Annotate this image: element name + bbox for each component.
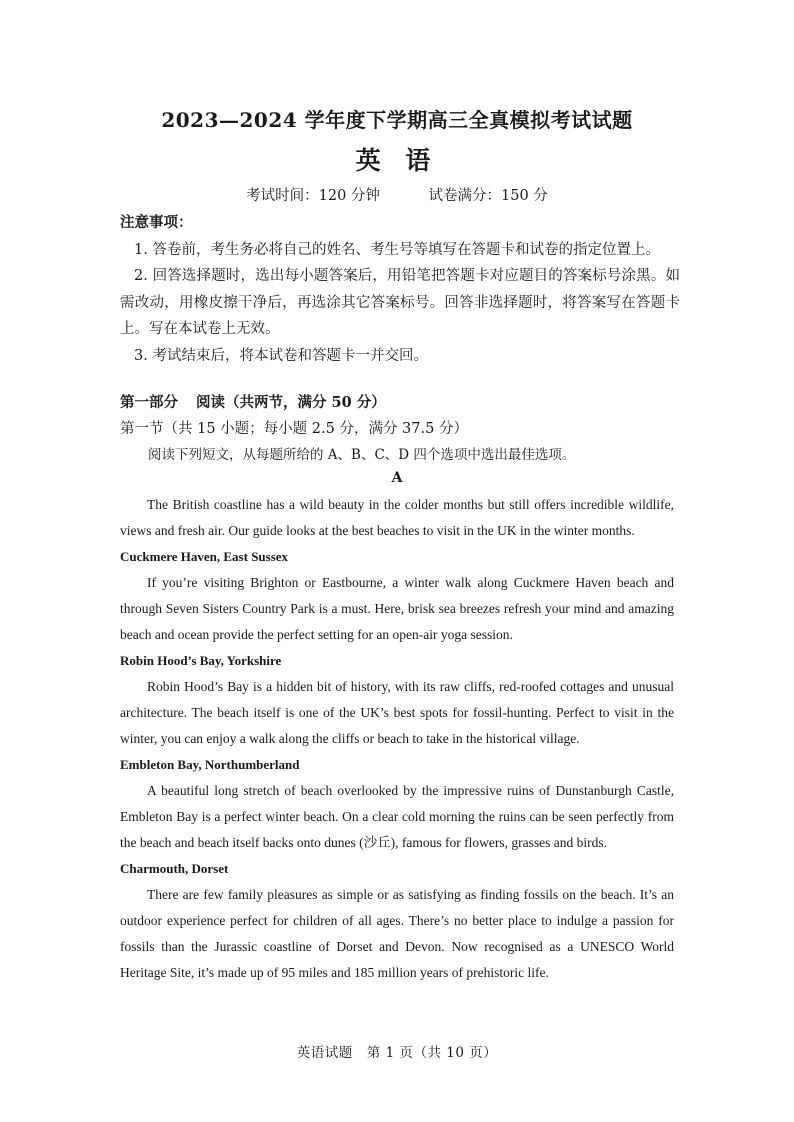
- reading-instruction: 阅读下列短文，从每题所给的 A、B、C、D 四个选项中选出最佳选项。: [148, 447, 576, 463]
- part-label: 第一部分: [120, 394, 178, 411]
- notice-block: [120, 210, 680, 369]
- passage-body: [120, 492, 674, 986]
- notice-heading: 注意事项：: [120, 214, 193, 231]
- part-title: 阅读（共两节，满分 50 分）: [196, 394, 386, 411]
- exam-title: 2023—2024 学年度下学期高三全真模拟考试试题: [161, 108, 633, 132]
- notice-item: 2. 回答选择题时，选出每小题答案后，用铅笔把答题卡对应题目的答案标号涂黑。如需改动，用橡皮擦干净后，再选涂其它答案标号。回答非选择题时，将答案写在答题卡上。写在本试卷上无效。: [120, 268, 680, 337]
- full-score: 试卷满分：150 分: [428, 188, 548, 204]
- passage-label: A: [391, 470, 403, 486]
- beach-heading: Charmouth, Dorset: [120, 861, 229, 876]
- beach-description: There are few family pleasures as simple or as satisfying as finding fossils on the beach. It’s an outdoor experience perfect for children of all ages. There’s no better place to indulge a passion for fossils than the Jurassic coastline of Dorset and Devon. Now recognised as a UNESCO World Heritage Site, it’s made up of 95 miles and 185 million years of prehistoric life.: [120, 887, 674, 980]
- beach-description: Robin Hood’s Bay is a hidden bit of history, with its raw cliffs, red-roofed cottages and unusual architecture. The beach itself is one of the UK’s best spots for fossil-hunting. Perfect to visit in the winter, you can enjoy a walk along the cliffs or beach to take in the historical village.: [120, 679, 674, 746]
- section-heading: [120, 391, 386, 412]
- subsection-heading: 第一节（共 15 小题；每小题 2.5 分，满分 37.5 分）: [120, 421, 468, 437]
- beach-description: If you’re visiting Brighton or Eastbourne, a winter walk along Cuckmere Haven beach and through Seven Sisters Country Park is a must. Here, brisk sea breezes refresh your mind and amazing beach and ocean provide the perfect setting for an open-air yoga session.: [120, 575, 674, 642]
- beach-heading: Robin Hood’s Bay, Yorkshire: [120, 653, 282, 668]
- notice-item: 3. 考试结束后，将本试卷和答题卡一并交回。: [134, 347, 428, 364]
- passage-intro: The British coastline has a wild beauty in the colder months but still offers incredible wildlife, views and fresh air. Our guide looks at the best beaches to visit in the UK in the winter months.: [120, 497, 674, 538]
- beach-description: A beautiful long stretch of beach overlooked by the impressive ruins of Dunstanburgh Castle, Embleton Bay is a perfect winter beach. On a clear cold morning the ruins can be seen perfectly from the beach and beach itself backs onto dunes (沙丘), famous for flowers, grasses and birds.: [120, 783, 674, 850]
- exam-time: 考试时间：120 分钟: [246, 188, 380, 204]
- exam-info: [0, 184, 794, 205]
- beach-heading: Cuckmere Haven, East Sussex: [120, 549, 289, 564]
- notice-item: 1. 答卷前，考生务必将自己的姓名、考生号等填写在答题卡和试卷的指定位置上。: [134, 241, 660, 258]
- subject-title: 英 语: [355, 146, 439, 175]
- beach-heading: Embleton Bay, Northumberland: [120, 757, 300, 772]
- page-footer: 英语试题 第 1 页（共 10 页）: [296, 1045, 498, 1061]
